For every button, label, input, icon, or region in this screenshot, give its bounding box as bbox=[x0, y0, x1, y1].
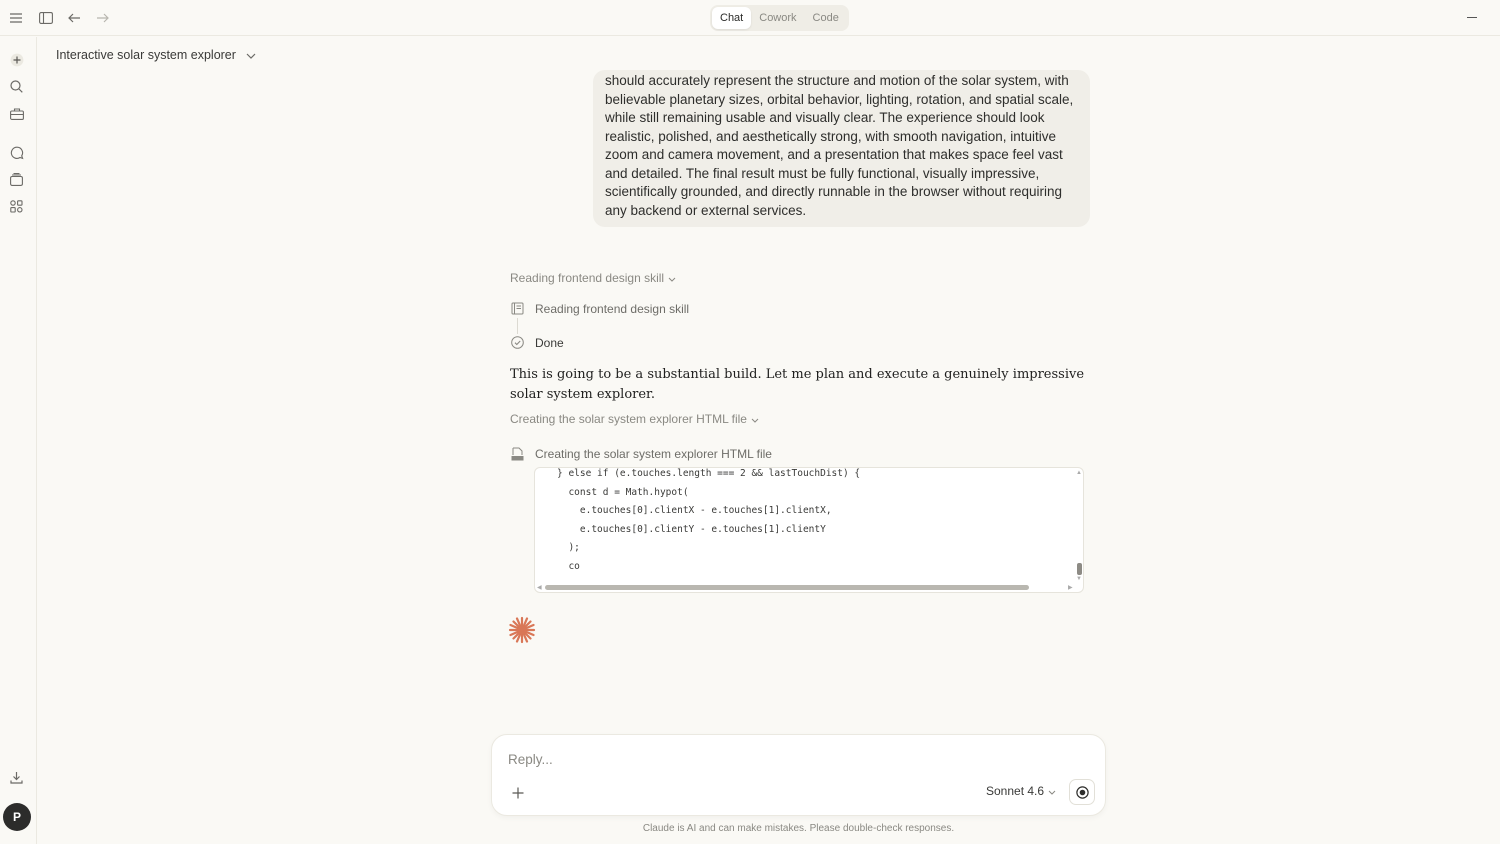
user-message bbox=[593, 70, 1090, 227]
tab-cowork[interactable]: Cowork bbox=[759, 12, 797, 24]
reply-input[interactable] bbox=[508, 752, 1068, 767]
download-icon[interactable] bbox=[8, 769, 25, 786]
reply-composer bbox=[491, 734, 1106, 816]
conversation-title[interactable] bbox=[56, 48, 256, 62]
artifacts-icon[interactable] bbox=[8, 171, 25, 188]
model-label: Sonnet 4.6 bbox=[986, 784, 1045, 798]
menu-icon[interactable] bbox=[8, 10, 24, 26]
file-step-toggle-label: Creating the solar system explorer HTML file bbox=[510, 412, 747, 426]
code-content: } else if (e.touches.length === 2 && lastTouchDist) { const d = Math.hypot( e.touches[0].clientX - e.touches[1].clientX, e.touches[0].clientY - e.touches[1].clientY ); co bbox=[557, 468, 861, 572]
step-connector bbox=[517, 318, 518, 334]
plus-icon[interactable] bbox=[510, 785, 526, 801]
scroll-left-arrow[interactable]: ◀ bbox=[537, 585, 542, 591]
file-step-label: Creating the solar system explorer HTML file bbox=[535, 446, 772, 461]
minimize-window-button[interactable] bbox=[1467, 17, 1477, 18]
scroll-right-arrow[interactable]: ▶ bbox=[1068, 585, 1073, 591]
scroll-up-arrow[interactable]: ▲ bbox=[1076, 470, 1082, 476]
assistant-message: This is going to be a substantial build. Let me plan and execute a genuinely impressive solar system explorer. bbox=[510, 367, 1085, 402]
html-file-icon bbox=[510, 446, 525, 461]
chevron-down-icon bbox=[246, 48, 256, 62]
book-icon bbox=[510, 301, 525, 316]
chats-icon[interactable] bbox=[8, 144, 25, 161]
scroll-down-arrow[interactable]: ▼ bbox=[1076, 576, 1082, 582]
done-step bbox=[510, 335, 564, 350]
voice-icon[interactable] bbox=[1069, 779, 1095, 805]
skill-step-label: Reading frontend design skill bbox=[535, 301, 690, 316]
file-step-item bbox=[510, 446, 772, 461]
conversation-title-text: Interactive solar system explorer bbox=[56, 48, 236, 62]
model-selector[interactable] bbox=[986, 784, 1056, 798]
tab-chat[interactable]: Chat bbox=[712, 7, 751, 29]
skill-step-toggle[interactable] bbox=[510, 271, 676, 285]
projects-icon[interactable] bbox=[8, 105, 25, 122]
search-icon[interactable] bbox=[8, 78, 25, 95]
code-preview[interactable] bbox=[534, 467, 1084, 593]
disclaimer: Claude is AI and can make mistakes. Please double-check responses. bbox=[642, 823, 955, 834]
chevron-down-icon bbox=[751, 412, 759, 426]
file-step-toggle[interactable] bbox=[510, 412, 759, 426]
tab-code[interactable]: Code bbox=[812, 12, 839, 24]
skill-step-toggle-label: Reading frontend design skill bbox=[510, 271, 665, 285]
skill-step-item bbox=[510, 301, 689, 316]
chevron-down-icon bbox=[1048, 784, 1056, 798]
top-bar bbox=[0, 0, 1500, 36]
check-circle-icon bbox=[510, 335, 525, 350]
apps-icon[interactable] bbox=[8, 198, 25, 215]
sidebar bbox=[0, 37, 37, 844]
vertical-scrollbar[interactable] bbox=[1077, 563, 1082, 575]
mode-switch bbox=[710, 5, 849, 31]
chevron-down-icon bbox=[668, 271, 676, 285]
avatar[interactable]: P bbox=[3, 803, 31, 831]
done-label: Done bbox=[535, 335, 564, 350]
sidebar-toggle-icon[interactable] bbox=[38, 10, 54, 26]
new-chat-icon[interactable] bbox=[8, 51, 25, 68]
back-arrow-icon[interactable] bbox=[66, 10, 82, 26]
user-message-text: should accurately represent the structure and motion of the solar system, with believable planetary sizes, orbital behavior, lighting, rotation, and spatial scale, while still remaining usable and visually clear. The experience should look realistic, polished, and aesthetically strong, with smooth navigation, intuitive zoom and camera movement, and a presentation that makes space feel vast and detailed. The final result must be fully functional, visually impressive, scientifically grounded, and directly runnable in the browser without requiring any backend or external services. bbox=[605, 73, 1074, 218]
horizontal-scrollbar[interactable] bbox=[545, 585, 1029, 590]
claude-spark-icon bbox=[507, 615, 537, 645]
forward-arrow-icon[interactable] bbox=[94, 10, 110, 26]
